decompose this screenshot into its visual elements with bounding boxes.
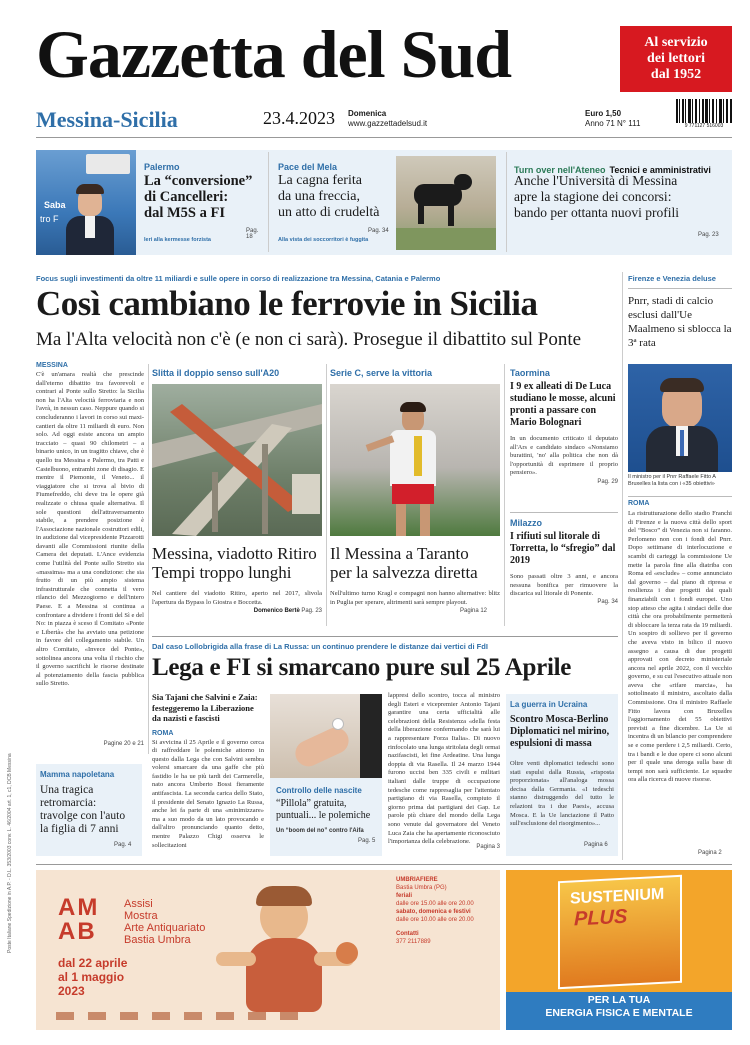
top-story-palermo[interactable] (36, 150, 264, 255)
headline-line: La “conversione” (144, 173, 253, 189)
politics-column-1 (152, 692, 264, 856)
kicker: Mamma napoletana (40, 770, 115, 779)
tagline-line: PER LA TUA (587, 994, 651, 1006)
barcode-digits: 9 771127 516003 (684, 123, 724, 129)
subline: Un “boom del no” contro l'Aifa (276, 828, 364, 834)
headline-line: apre la stagione dei concorsi: (514, 189, 672, 204)
amab-logo (58, 896, 99, 944)
ad-dates (58, 956, 127, 998)
summary: Sono passati oltre 3 anni, e ancora nessuna bonifica per rimuovere la discarica sul litorale di Ponente. (510, 573, 618, 598)
brand-plus: PLUS (574, 905, 628, 931)
kicker-roma: ROMA (628, 500, 650, 507)
pill-photo (270, 694, 382, 778)
page-ref: Pagina 6 (584, 842, 608, 848)
venue-sub: Bastia Umbra (PG) (396, 885, 447, 891)
ad-title (124, 898, 205, 946)
caption: Alla vista dei soccorritori è fuggita (278, 237, 369, 243)
summary: Nell'ultimo turno Kragl e compagni non hanno alternative: blitz in Puglia per sperare, altrimenti sarà sempre playout. (330, 590, 500, 606)
top-story-university[interactable] (510, 150, 732, 255)
badge-line-2: dei lettori (647, 51, 705, 66)
issue-date: 23.4.2023 (263, 108, 335, 128)
headline-line: Tempi troppo lunghi (152, 563, 292, 582)
story-mamma[interactable] (36, 764, 142, 856)
headline: Pnrr, stadi di calcio esclusi dall'Ue Maalmeno si sblocca la 3ª rata (628, 295, 732, 349)
top-story-pace-del-mela[interactable] (272, 150, 500, 255)
page-ref: Pagina 12 (460, 608, 488, 614)
website-url: www.gazzettadelsud.it (348, 119, 428, 128)
headline: I 9 ex alleati di De Luca studiano le mosse, alcuni pronti a passare con Mario Bolognari (510, 381, 616, 428)
brand: SUSTENIUM (570, 885, 665, 908)
lead-story-header[interactable] (36, 274, 616, 360)
product-box (558, 875, 682, 989)
headline (144, 173, 252, 221)
ad-line: Mostra (124, 910, 158, 922)
page-ref: Pagina 2 (698, 850, 722, 856)
headline (278, 173, 379, 221)
ad-line: Arte Antiquariato (124, 922, 206, 934)
kicker: Taormina (510, 368, 550, 378)
page-ref: Pag. 5 (358, 838, 376, 844)
headline-line: puntuali... le polemiche (276, 810, 371, 821)
headline-line: un atto di crudeltà (278, 205, 380, 220)
hours-title: feriali (396, 893, 413, 899)
postal-print: Poste Italiane Spedizione in A.P. - D.L. 353/2003 conv. L. 46/2004 art. 1, c1, DCB Messina (7, 753, 13, 953)
headline-line: Una tragica (40, 784, 94, 796)
headline-line: per la salvezza diretta (330, 563, 478, 582)
byline: Domenico Bertè (253, 608, 300, 614)
kicker: Serie C, serve la vittoria (330, 368, 433, 378)
year-number: Anno 71 N° 111 (585, 119, 641, 128)
story-nascite[interactable] (270, 694, 382, 856)
kicker: Pace del Mela (278, 162, 338, 172)
masthead (0, 0, 750, 145)
kicker: Controllo delle nascite (276, 786, 362, 795)
kicker: ROMA (152, 729, 174, 737)
putto-illustration (216, 886, 366, 1020)
headline-line: travolge con l'auto (40, 810, 126, 822)
politics-body-2: lappresi dello scontro, tocca al ministro degli Esteri e vicepremier Antonio Tajani garantire una certa ufficialità alle celebrazioni della Resistenza «della festa della liberazione confermando che sarà lui a rappresentare Forza Italia». Di nuovo rinfocolato una lunga stritolata degli ormai nazifascisti, lei fine Ardeatine. Una lunga doppia di via Rasella. Il 24 marzo 1944 furono uccisi ben 335 civili e militari italiani dalle truppe di occupazione tedesche come rappresaglia per l'attentato partigiano di via Rasella, compiuto il giorno prima dai partigiani dei Gap. Le parole più chiare del mondo della Lega sono venute dal governatore del Veneto Luca Zaia che ha apertamente riconosciuto l'importanza della celebrazione. (388, 692, 500, 844)
headline: Scontro Mosca-Berlino Diplomatici nel mirino, espulsioni di massa (510, 714, 610, 749)
page-ref: Pag. 34 (368, 228, 389, 234)
summary: Oltre venti diplomatici tedeschi sono stati espulsi dalla Russia, «risposta proporzionata» all'analoga mossa decisa dalla Germania. «I tedeschi stanno distruggendo del tutto le relazioni tra i due Paesi», accusa Mosca. E la Ue lanciazione il Patto sull'esclusione del risorgimento»... (510, 760, 614, 828)
hours-line: dalle ore 10.00 alle ore 20.00 (396, 917, 474, 923)
contact-title: Contatti (396, 931, 419, 937)
photo-story-viadotto[interactable] (152, 364, 322, 626)
headline-line: la figlia di 7 anni (40, 823, 119, 835)
kicker: MESSINA (36, 362, 68, 369)
story-milazzo[interactable] (510, 518, 618, 626)
byline-row (212, 608, 322, 614)
headline-line: bando per ottanta nuovi profili (514, 205, 679, 220)
headline (152, 544, 317, 582)
football-photo (330, 384, 500, 536)
summary: Nel cantiere del viadotto Ritiro, aperto nel 2017, slivola l'apertura da Bypass lo Giostra e Boccetta. (152, 590, 322, 606)
page-ref: Pagine 20 e 21 (103, 741, 144, 747)
page-ref: Pag. 34 (597, 599, 618, 605)
kicker: La guerra in Ucraina (510, 700, 588, 709)
page-ref: Pag. 4 (114, 842, 132, 848)
page-ref: Pagina 3 (476, 844, 500, 850)
headline-line: La cagna ferita (278, 173, 362, 188)
lead-body-text: C'è un'amara realtà che prescinde dall'eterno dibattito tra favorevoli e contrari al Ponte sullo Stretto: la Sicilia non ha l'Alta velocità ferroviaria e non l'avrà, in nessun caso. Neppure quando si concluderanno i lavori in corso sui maxi-cantieri da oltre 11 miliardi di euro. Non solo. Ad oggi esiste ancora un ampio tracciato – quasi 90 chilometri – a binario unico, in un tragitto chiave, che è quello tra Messina e Palermo, tra Patti e Castelbuono, entrambi zone di disagio. E mentre il Piemonte, il Veneto... il viaggiatore che si trova al bivio di Fiumefreddo, chi deve tra le opere già realizzate o chiusa quale alternativa. Il sole questioni dell'attraversamento stabile, a prendere posizione è l'Associazione nazionale costruttori edili, in audizione dal vicepresidente Pizzarotti davanti alle Commissioni riunite della Camera dei deputati. L'Ance evidenzia come l'utilità del Ponte sullo Stretto sia «massima» ma a una condizione: che sia frutto di un più ampio sistema infrastrutturale che connetta il vero rilancio del Mezzogiorno e dell'intero Paese. E a Messina si continua a confrontare a dividere i fronti del Sì e del No: in piazza è sceso il Comitato «Ponte e Libertà» che ha avviato una petizione in favore del collegamento stabile. Un altro Comitato, «Invece del Ponte», sottolinea ancora una volta il rischio che il governo sacrifichi le risorse destinate al potenziamento della fascia pubblica sullo Stretto. (36, 371, 144, 688)
contact-phone: 377 2117889 (396, 939, 431, 945)
logo-bottom: AB (58, 918, 97, 945)
ad-line: Assisi (124, 898, 153, 910)
ad-sustenium[interactable] (506, 870, 732, 1030)
page-ref: Pag. 29 (597, 479, 618, 485)
fitto-photo (628, 364, 732, 472)
caption: Ieri alla kermesse forzista (144, 237, 211, 243)
logo-top: AM (58, 894, 100, 921)
edition-name: Messina-Sicilia (36, 107, 178, 132)
price: Euro 1,50 (585, 109, 622, 118)
photo-story-messina-calcio[interactable] (330, 364, 500, 626)
dog-photo (396, 156, 496, 250)
ad-tagline (506, 994, 732, 1020)
since-badge (620, 26, 732, 92)
newspaper-logo: Gazzetta del Sud (36, 16, 512, 92)
headline-line: da una freccia, (278, 189, 360, 204)
page-ref: Pag. 23 (698, 232, 719, 238)
badge-line-1: Al servizio (644, 35, 708, 50)
ad-date-line: dal 22 aprile (58, 956, 128, 970)
overline: Focus sugli investimenti da oltre 11 miliardi e sulle opere in corso di realizzazione tra Messina, Catania e Palermo (36, 274, 441, 283)
kicker-secondary: Tecnici e amministrativi (609, 165, 711, 175)
sidebar-pnrr[interactable] (628, 274, 732, 860)
headline: I rifiuti sul litorale di Torretta, lo “sfregio” dal 2019 (510, 531, 616, 566)
politics-body: Si avvicina il 25 Aprile e il governo cerca di raffreddare le polemiche attorno in questo dalla Lega che con Salvini sembra volersi smarcare da una gaffe che più fastidio le ha ue più tardi dei Carmerelle, nato ancora Umberto Bossi fieramente antifascista. La seconda carica dello Stato, il presidente del Senato Ignazio La Russa, anche lei fa parte di una «minimizzare» ma a suo modo da un lato provocando e dall'altro pronunciando quanto detto, mentre Palazzo Chigi osserva le sollecitazioni (152, 738, 264, 849)
lead-headline: Così cambiano le ferrovie in Sicilia (36, 284, 538, 323)
photo-caption: Il ministro per il Pnrr Raffaele Fitto A Bruxelles la lista con i «35 obiettivi» (628, 474, 716, 487)
story-ucraina[interactable] (506, 694, 618, 856)
ad-date-line: 2023 (58, 984, 85, 998)
sponsor-logos (56, 1012, 476, 1022)
headline (276, 798, 370, 822)
venue: UMBRIAFIERE (396, 877, 438, 883)
barcode (676, 99, 732, 129)
headline-line: Il Messina a Taranto (330, 544, 469, 563)
kicker: Palermo (144, 162, 180, 172)
hours-line: sabato, domenica e festivi (396, 909, 471, 915)
politics-column-2 (388, 692, 500, 856)
headline-line: dal M5S a FI (144, 205, 225, 221)
page-ref: Pag. 23 (301, 608, 322, 614)
headline-line: retromarcia: (40, 797, 97, 809)
headline-line: Anche l'Università di Messina (514, 173, 678, 188)
kicker: Slitta il doppio senso sull'A20 (152, 368, 280, 378)
headline (514, 173, 679, 221)
barcode-icon (676, 99, 732, 123)
kicker: Firenze e Venezia deluse (628, 274, 716, 283)
page-ref: Pag. 18 (246, 228, 259, 240)
ad-info (396, 876, 496, 946)
summary: In un documento criticato il deputato all'Ars e candidato sindaco «Nonsiamo burattini, 'no' alla politica che non dà l'opportunità di esprimere il proprio pensiero». (510, 435, 618, 477)
kicker: Milazzo (510, 518, 543, 528)
ad-date-line: al 1 maggio (58, 970, 125, 984)
issue-day: Domenica (348, 109, 387, 118)
hours-line: dalle ore 15.00 alle ore 20.00 (396, 901, 474, 907)
badge-line-3: dal 1952 (650, 67, 702, 82)
politics-headline: Lega e FI si smarcano pure sul 25 Aprile (152, 654, 572, 681)
headline-line: Messina, viadotto Ritiro (152, 544, 317, 563)
sidebar-body: La ristrutturazione dello stadio Franchi di Firenze e la nuova città dello sport del “Bosco” di Venezia non si faranno. Perlomeno non con i fondi del Pnrr. Dopo settimane di interlocuzione e scambi di carteggi la commissione Ue mette la parola fine alla diatriba con Roma ed «esclude» – come annunciato dal governo – dal piano di ripresa e resilienza i due progetti dai quali finanziabili con i fondi europei. Uno stop atteso che agita i sindaci delle due città che ora probabilmente permetterà di sbloccare la terza rata da 19 miliardi. Un sospiro di sollievo per il governo che aveva visto in bilico il nuovo assegno a causa di due progetti approvati con decreto ministeriale ancora nel aprile 2022, con il vecchio governo, e su cui l'esecutivo attuale non aveva che «rifare marcia», ha sottolineato il ministro, ascoltato dalla Commissione. Ora il ministro Raffaele Fitto lavora con Bruxelles l'aggiornamento dei 55 obiettivi previsti a fine dicembre. La Ue si incentra di un bilancio per comprendere se e come perdere i 2,5 miliardi. Certo, tra i bandi e le due opere ci sono alcuni per il quale una deroga sulla base di tempi non sarà sufficiente. Le squadre ora alla ricerca di nuove risorse. (628, 510, 732, 784)
tagline-line: ENERGIA FISICA E MENTALE (545, 1007, 693, 1019)
story-taormina[interactable] (510, 368, 618, 504)
headline-line: di Cancelleri: (144, 189, 229, 205)
ad-line: Bastia Umbra (124, 934, 191, 946)
standfirst: Sia Tajani che Salvini e Zaia: festeggeremo la Liberazione da nazisti e fascisti (152, 692, 258, 723)
overline: Dal caso Lollobrigida alla frase di La Russa: un continuo prendere le distanze dai vertici di FdI (152, 642, 488, 651)
headline (40, 784, 125, 836)
headline-line: “Pillola” gratuita, (276, 798, 347, 809)
viaduct-photo (152, 384, 322, 536)
cancelleri-photo: Saba tro F (36, 150, 136, 255)
lead-subhead: Ma l'Alta velocità non c'è (e non ci sarà). Prosegue il dibattito sul Ponte (36, 329, 582, 350)
kicker-green: Turn over nell'Ateneo (514, 165, 606, 175)
lead-body-column (36, 362, 144, 752)
headline (330, 544, 478, 582)
politics-header[interactable] (152, 642, 618, 686)
ad-antiquariato[interactable] (36, 870, 500, 1030)
